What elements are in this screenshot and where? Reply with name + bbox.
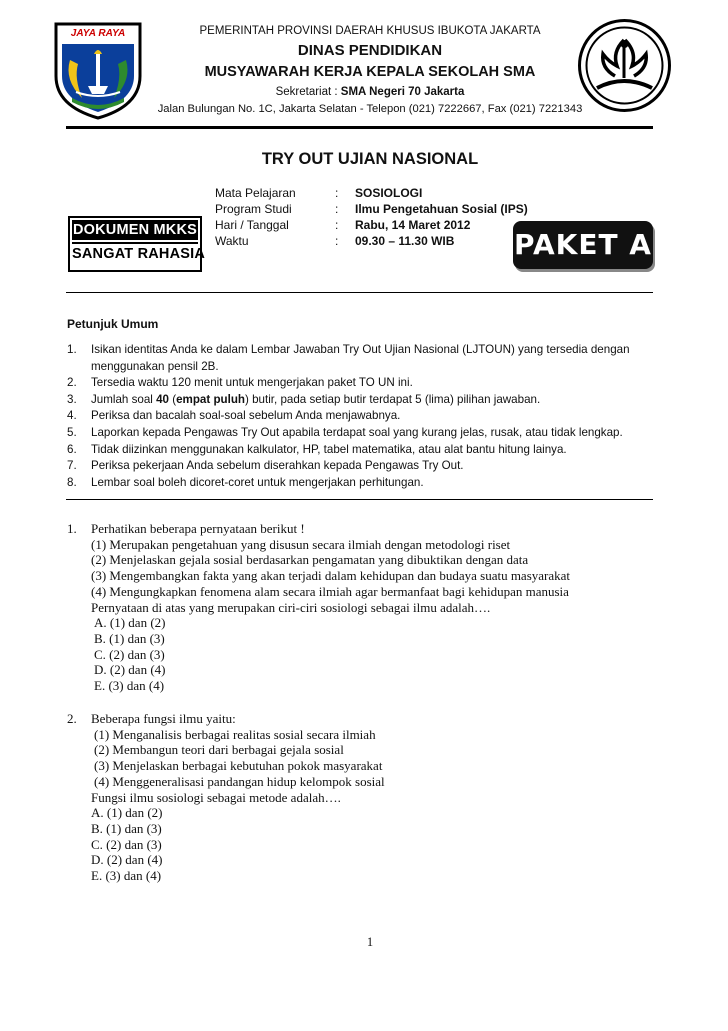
info-row xyxy=(215,218,528,234)
page-number: 1 xyxy=(366,935,374,949)
info-label: Waktu xyxy=(215,234,249,248)
info-value: Rabu, 14 Maret 2012 xyxy=(355,218,471,232)
instructions-list xyxy=(67,342,667,491)
section-divider xyxy=(66,292,653,293)
question-prompt: Pernyataan di atas yang merupakan ciri-ciri sosiologi sebagai ilmu adalah…. xyxy=(91,599,491,615)
question-prompt: Fungsi ilmu sosiologi sebagai metode adalah…. xyxy=(91,789,341,805)
statement: (1) Merupakan pengetahuan yang disusun secara ilmiah dengan metodologi riset xyxy=(91,536,511,552)
statement: (2) Membangun teori dari berbagai gejala sosial xyxy=(94,742,344,758)
info-label: Mata Pelajaran xyxy=(215,186,296,200)
info-label: Hari / Tanggal xyxy=(215,218,289,232)
info-row xyxy=(215,202,528,218)
instruction-item: 3. Jumlah soal 40 (empat puluh) butir, pada setiap butir terdapat 5 (lima) pilihan jawaban. xyxy=(67,392,541,406)
info-sep: : xyxy=(335,234,339,248)
jakarta-emblem-logo xyxy=(52,20,144,120)
info-value: 09.30 – 11.30 WIB xyxy=(355,234,455,248)
statement: (2) Menjelaskan gejala sosial berdasarkan pengamatan yang dibuktikan dengan data xyxy=(91,552,529,568)
instruction-item: 5. Laporkan kepada Pengawas Try Out apabila terdapat soal yang kurang jelas, rusak, atau tidak lengkap. xyxy=(67,425,623,439)
instruction-item: 4. Periksa dan bacalah soal-soal sebelum Anda menjawabnya. xyxy=(67,409,401,423)
answer-option: D. (2) dan (4) xyxy=(94,662,166,678)
logo-lettering: JAYA RAYA xyxy=(70,28,126,39)
header-government: PEMERINTAH PROVINSI DAERAH KHUSUS IBUKOTA JAKARTA xyxy=(199,25,541,37)
education-emblem-logo xyxy=(577,18,672,113)
info-sep: : xyxy=(335,218,339,232)
statement: (3) Menjelaskan berbagai kebutuhan pokok masyarakat xyxy=(94,758,383,774)
instruction-item: 7. Periksa pekerjaan Anda sebelum diserahkan kepada Pengawas Try Out. xyxy=(67,459,464,473)
statement: (4) Menggeneralisasi pandangan hidup kelompok sosial xyxy=(94,773,385,789)
confidential-stamp xyxy=(68,216,206,272)
instructions-heading: Petunjuk Umum xyxy=(67,317,159,331)
section-divider xyxy=(66,499,653,500)
info-value: SOSIOLOGI xyxy=(355,186,423,200)
header-council: MUSYAWARAH KERJA KEPALA SEKOLAH SMA xyxy=(204,64,536,80)
instruction-item: 8. Lembar soal boleh dicoret-coret untuk mengerjakan perhitungan. xyxy=(67,475,424,489)
statement: (1) Menganalisis berbagai realitas sosial secara ilmiah xyxy=(94,726,376,742)
answer-option: A. (1) dan (2) xyxy=(91,805,163,821)
statement: (3) Mengembangkan fakta yang akan terjadi dalam kehidupan dan budaya suatu masyarakat xyxy=(91,568,571,584)
question-stem: 2. Beberapa fungsi ilmu yaitu: xyxy=(67,711,236,726)
info-row xyxy=(215,186,528,202)
page-title: TRY OUT UJIAN NASIONAL xyxy=(261,150,479,168)
header-secretariat: Sekretariat : SMA Negeri 70 Jakarta xyxy=(275,86,465,98)
answer-option: C. (2) dan (3) xyxy=(94,646,165,662)
instruction-item: 2. Tersedia waktu 120 menit untuk mengerjakan paket TO UN ini. xyxy=(67,376,413,390)
info-row xyxy=(215,234,528,250)
answer-option: A. (1) dan (2) xyxy=(94,615,166,631)
paket-label: PAKET A xyxy=(514,228,652,261)
answer-option: B. (1) dan (3) xyxy=(91,820,162,836)
info-label: Program Studi xyxy=(215,202,292,216)
exam-info-table xyxy=(215,186,528,250)
header-address: Jalan Bulungan No. 1C, Jakarta Selatan - Telepon (021) 7222667, Fax (021) 7221343 xyxy=(157,103,583,115)
answer-option: E. (3) dan (4) xyxy=(91,868,162,884)
answer-option: D. (2) dan (4) xyxy=(91,852,163,868)
answer-option: B. (1) dan (3) xyxy=(94,630,165,646)
paket-badge xyxy=(513,221,653,269)
stamp-line-2: SANGAT RAHASIA xyxy=(72,242,198,264)
info-sep: : xyxy=(335,202,339,216)
info-value: Ilmu Pengetahuan Sosial (IPS) xyxy=(355,202,528,216)
question-2 xyxy=(67,711,667,884)
info-sep: : xyxy=(335,186,339,200)
question-1 xyxy=(67,521,667,694)
header-rule xyxy=(66,126,653,129)
answer-option: E. (3) dan (4) xyxy=(94,678,165,694)
header-office: DINAS PENDIDIKAN xyxy=(297,42,443,59)
question-stem: 1. Perhatikan beberapa pernyataan berikut ! xyxy=(67,521,305,536)
answer-option: C. (2) dan (3) xyxy=(91,836,162,852)
statement: (4) Mengungkapkan fenomena alam secara ilmiah agar bermanfaat bagi kehidupan manusia xyxy=(91,583,569,599)
instruction-item: 1. Isikan identitas Anda ke dalam Lembar Jawaban Try Out Ujian Nasional (LJTOUN) yang tersedia dengan menggunakan pensil 2B. xyxy=(67,343,630,373)
stamp-line-1: DOKUMEN MKKS xyxy=(72,222,198,238)
instruction-item: 6. Tidak diizinkan menggunakan kalkulator, HP, tabel matematika, atau alat bantu hitung lainya. xyxy=(67,442,567,456)
